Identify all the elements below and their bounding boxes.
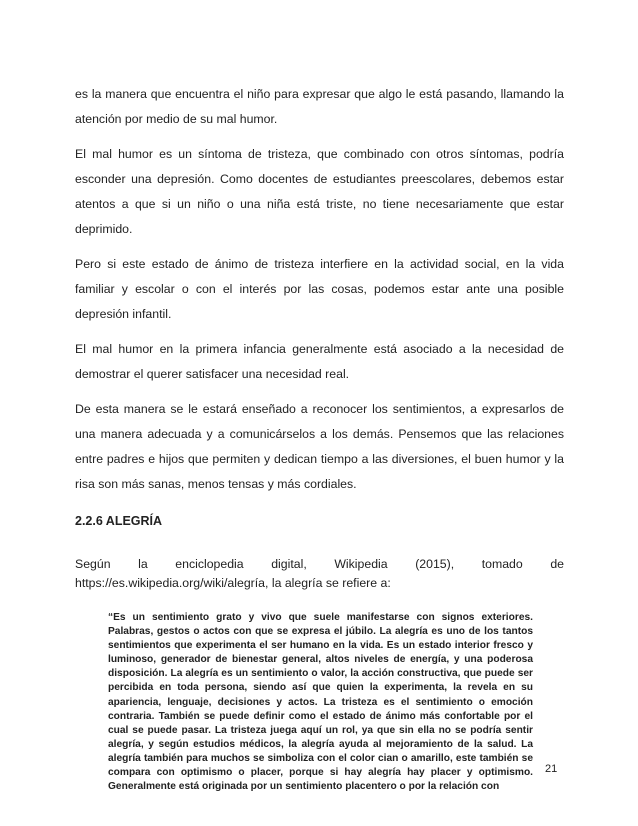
citation-word: enciclopedia bbox=[175, 557, 244, 571]
block-quote: “Es un sentimiento grato y vivo que suele manifestarse con signos exteriores. Palabras, gestos o actos con que se expresa el júbilo. La alegría es uno de los tantos sentimientos que experimenta el ser humano en la vida. Es un estado interior fresco y luminoso, generador de bienestar general, altos niveles de energía, y una poderosa disposición. La alegría es un sentimiento o valor, la acción constructiva, que puede ser percibida en toda persona, siendo así que quien la experimenta, la revela en su apariencia, lenguaje, decisiones y actos. La tristeza es el sentimiento o emoción contraria. También se puede definir como el estado de ánimo más confortable por el cual se puede pasar. La tristeza juega aquí un rol, ya que sin ella no se podría sentir alegría, y según estudios médicos, la alegría ayuda al mejoramiento de la salud. La alegría también para muchos se simboliza con el color cian o amarillo, este también se compara con optimismo o placer, porque si hay alegría hay placer y optimismo. Generalmente está originada por un sentimiento placentero o por la relación con bbox=[108, 612, 533, 793]
citation-word: tomado bbox=[481, 557, 523, 571]
page-number: 21 bbox=[545, 763, 558, 775]
paragraph-2: El mal humor es un síntoma de tristeza, que combinado con otros síntomas, podría esconder una depresión. Como docentes de estudiantes preescolares, debemos estar atentos a que si un niño o una niña está triste, no tiene necesariamente que estar deprimido. bbox=[75, 147, 564, 236]
paragraph-1: es la manera que encuentra el niño para expresar que algo le está pasando, llamando la atención por medio de su mal humor. bbox=[75, 87, 564, 126]
citation-word: digital, bbox=[271, 557, 307, 571]
paragraph-3: Pero si este estado de ánimo de tristeza interfiere en la actividad social, en la vida familiar y escolar o con el interés por las cosas, podemos estar ante una posible depresión infantil. bbox=[75, 257, 564, 321]
citation-word: de bbox=[550, 557, 564, 571]
citation-word: Wikipedia bbox=[334, 557, 388, 571]
citation-word: la bbox=[138, 557, 148, 571]
citation-line-2: https://es.wikipedia.org/wiki/alegría, la alegría se refiere a: bbox=[75, 576, 391, 590]
citation-intro bbox=[75, 555, 564, 593]
paragraph-5: De esta manera se le estará enseñado a reconocer los sentimientos, a expresarlos de una manera adecuada y a comunicárselos a los demás. Pensemos que las relaciones entre padres e hijos que permiten y dedican tiempo a las diversiones, el buen humor y la risa son más sanas, menos tensas y más cordiales. bbox=[75, 402, 564, 491]
citation-word: Según bbox=[75, 557, 111, 571]
section-heading: 2.2.6 ALEGRÍA bbox=[75, 514, 163, 528]
citation-line-1 bbox=[75, 555, 564, 574]
citation-word: (2015), bbox=[415, 557, 455, 571]
paragraph-4: El mal humor en la primera infancia generalmente está asociado a la necesidad de demostrar el querer satisfacer una necesidad real. bbox=[75, 342, 564, 381]
